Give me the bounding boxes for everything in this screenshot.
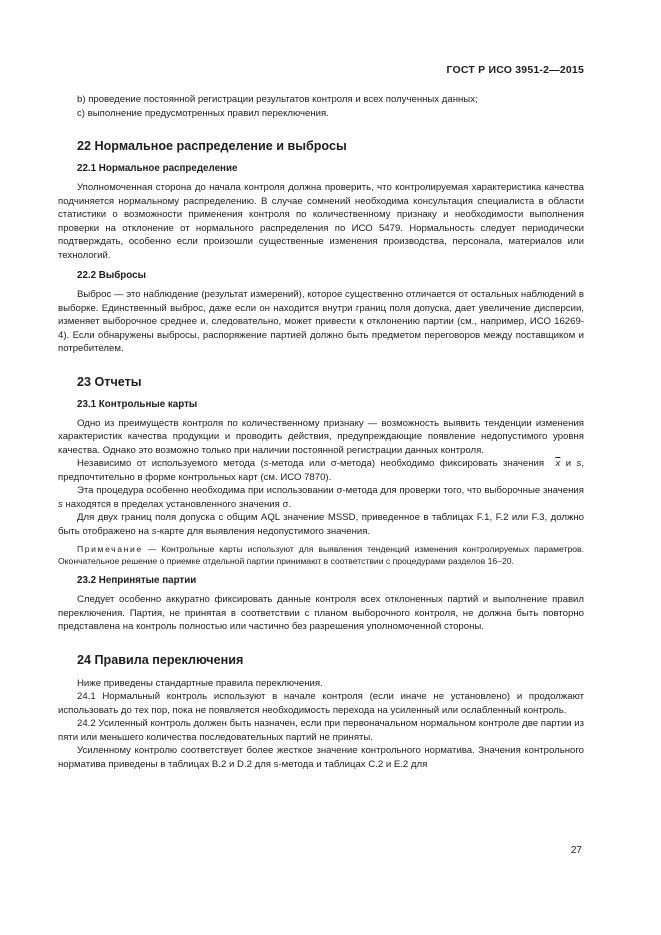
subsection-23-1-heading: 23.1 Контрольные карты (77, 398, 198, 410)
text-run: Для двух границ поля допуска с общим AQL значение MSSD, приведенное в таблицах F.1, F.2 или F.3, должно быть отображено на (58, 512, 584, 537)
subsection-23-2-heading: 23.2 Непринятые партии (77, 575, 197, 587)
math-s: s (151, 525, 157, 537)
math-s: s (576, 458, 582, 469)
paragraph-23-1-d (58, 511, 584, 538)
paragraph-24-2: 24.2 Усиленный контроль должен быть назначен, если при первоначальном нормальном контроле две партии из пяти или меньшего количества последовательных партий не приняты. (58, 718, 584, 743)
subsection-22-2-heading: 22.2 Выбросы (77, 270, 146, 281)
paragraph-24-2-b: Усиленному контролю соответствует более жесткое значение контрольного норматива. Значения контрольного норматива приведены в таблицах B.2 и D.2 для s-метода и таблицах C.2 и E.2 для (58, 745, 584, 770)
paragraph-24-1: 24.1 Нормальный контроль используют в начале контроля (если иначе не установлено) и продолжают использовать до тех пор, пока не появляется необходимость перехода на усиленный или ослабленный контроль. (58, 691, 584, 716)
text-run: Независимо от используемого метода ( (77, 458, 264, 469)
math-x-bar: $\overline{x}$ (555, 458, 561, 469)
text-run: -карте для выявления недопустимого значения. (156, 525, 371, 537)
page-number: 27 (570, 845, 582, 856)
page-content (58, 93, 584, 771)
text-run: и (560, 458, 577, 469)
list-item-c: c) выполнение предусмотренных правил переключения. (77, 107, 329, 119)
text-run: -метода или σ-метода) необходимо фиксировать значения (268, 458, 545, 469)
section-22-heading: 22 Нормальное распределение и выбросы (77, 139, 347, 153)
paragraph-23-1-a: Одно из преимуществ контроля по количественному признаку — возможность выявить тенденции изменения характеристик качества продукции и проводить действия, предупреждающие появление недопустимого уровня качества. Однако это возможно только при наличии постоянной регистрации данных контроля. (58, 417, 584, 456)
paragraph-23-1-c (58, 484, 584, 511)
text-run: Эта процедура особенно необходима при использовании σ-метода для проверки того, что выборочные значения (77, 485, 584, 496)
standard-header: ГОСТ Р ИСО 3951-2—2015 (446, 64, 584, 76)
paragraph-23-1-b (58, 457, 584, 484)
text-run: находятся в пределах установленного значения σ. (62, 498, 292, 510)
list-item-b: b) проведение постоянной регистрации результатов контроля и всех полученных данных; (77, 94, 478, 105)
text-run: , предпочтительно в форме контрольных карт (см. ИСО 7870). (58, 458, 584, 483)
section-23-heading: 23 Отчеты (77, 374, 142, 389)
paragraph-24-intro: Ниже приведены стандартные правила переключения. (77, 677, 323, 689)
paragraph-22-1: Уполномоченная сторона до начала контроля должна проверить, что контролируемая характеристика качества подчиняется нормальному распределению. В случае сомнений необходима консультация специалиста в области статистики о возможности применения контроля по количественному признаку и необходимости выполнения проверки на отклонение от нормального распределения по ИСО 5479. Нормальность следует периодически подтверждать, особенно если произошли существенные изменения производства, персонала, материалов или технологий. (58, 182, 584, 261)
note-text: — Контрольные карты используют для выявления тенденций изменения контролируемых параметров. Окончательное решение о приемке отдельной партии принимают в соответствии с процедурами разделов 16–20. (58, 544, 584, 567)
subsection-22-1-heading: 22.1 Нормальное распределение (77, 163, 238, 174)
paragraph-22-2: Выброс — это наблюдение (результат измерений), которое существенно отличается от остальных наблюдений в выборке. Единственный выброс, даже если он находится внутри границ поля допуска, дает увеличение дисперсии, изменяет выборочное среднее и, следовательно, может привести к отклонению партии (см., например, ИСО 16269-4). Если обнаружены выбросы, распоряжение партией должно быть предметом переговоров между поставщиком и потребителем. (58, 289, 584, 354)
math-s: s (58, 498, 63, 510)
section-24-heading: 24 Правила переключения (77, 652, 244, 667)
note-23-1 (58, 543, 584, 567)
math-s: s (263, 458, 269, 469)
paragraph-23-2: Следует особенно аккуратно фиксировать данные контроля всех отклоненных партий и выполнение правил переключения. Партия, не принятая в соответствии с планом выборочного контроля, не должна быть повторно представлена на контроль полностью или частично без разрешения уполномоченной стороны. (58, 594, 584, 633)
note-label: Примечание (77, 544, 143, 554)
